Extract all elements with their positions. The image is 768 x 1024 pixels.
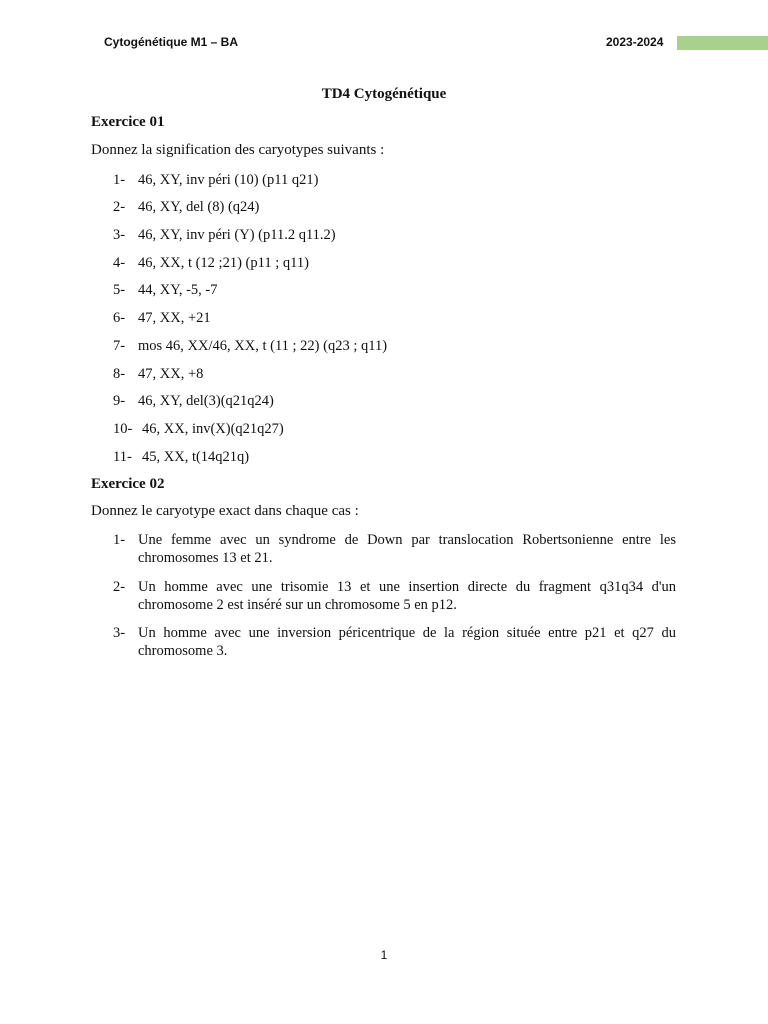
item-number: 8- [113,366,126,382]
header-accent-bar [677,36,768,50]
header-right: 2023-2024 [606,35,664,49]
item-text: 44, XY, -5, -7 [138,282,218,298]
page-number: 1 [380,948,388,962]
item-text: Une femme avec un syndrome de Down par translocation Robertsonienne entre les chromosomes 13 et 21. [138,532,676,566]
item-number: 1- [113,532,126,548]
item-text: 46, XY, inv péri (Y) (p11.2 q11.2) [138,227,336,243]
item-number: 5- [113,282,126,298]
item-text: Un homme avec une trisomie 13 et une insertion directe du fragment q31q34 d'un chromosome 2 est inséré sur un chromosome 5 en p12. [138,579,676,613]
item-number: 11- [113,449,132,465]
item-text: Un homme avec une inversion péricentrique de la région située entre p21 et q27 du chromosome 3. [138,625,676,659]
item-number: 6- [113,310,126,326]
document-title: TD4 Cytogénétique [321,86,447,102]
item-number: 3- [113,625,126,641]
item-text: 47, XX, +8 [138,366,204,382]
item-text: 46, XX, t (12 ;21) (p11 ; q11) [138,255,309,271]
item-text: mos 46, XX/46, XX, t (11 ; 22) (q23 ; q11) [138,338,388,354]
item-number: 2- [113,579,126,595]
item-text: 47, XX, +21 [138,310,211,326]
item-number: 3- [113,227,126,243]
item-number: 2- [113,199,126,215]
header-left: Cytogénétique M1 – BA [104,35,239,49]
item-number: 9- [113,393,126,409]
item-number: 10- [113,421,133,437]
item-text: 46, XX, inv(X)(q21q27) [142,421,284,437]
item-text: 46, XY, inv péri (10) (p11 q21) [138,172,319,188]
item-text: 46, XY, del (8) (q24) [138,199,260,215]
item-number: 1- [113,172,126,188]
exercise1-heading: Exercice 01 [91,114,165,130]
exercise2-intro: Donnez le caryotype exact dans chaque cas : [91,503,359,519]
exercise2-heading: Exercice 02 [91,476,165,492]
exercise1-intro: Donnez la signification des caryotypes suivants : [91,142,385,158]
item-number: 4- [113,255,126,271]
item-number: 7- [113,338,126,354]
item-text: 46, XY, del(3)(q21q24) [138,393,274,409]
item-text: 45, XX, t(14q21q) [142,449,250,465]
